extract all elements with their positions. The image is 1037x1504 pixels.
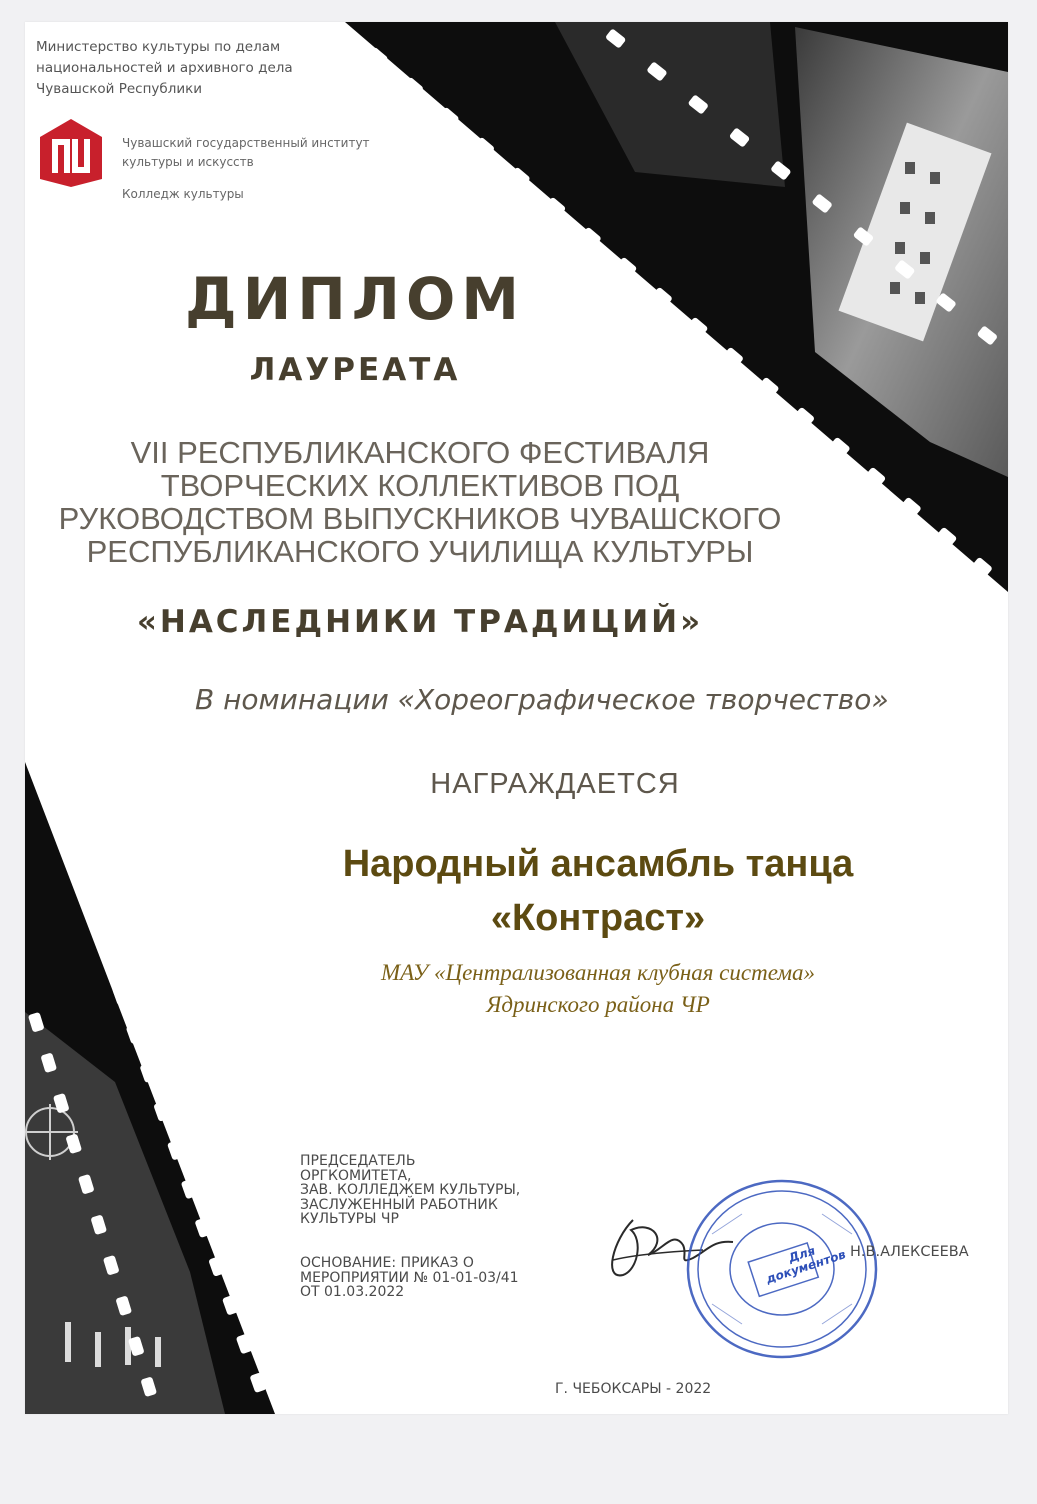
nomination: В номинации «Хореографическое творчество» (195, 683, 889, 716)
institute-logo-icon (38, 117, 104, 189)
organization-line: Ядринского района ЧР (486, 992, 710, 1017)
organization-line: МАУ «Централизованная клубная система» (380, 960, 816, 985)
chair-line: ЗАСЛУЖЕННЫЙ РАБОТНИК (300, 1196, 498, 1213)
chair-line: ОРГКОМИТЕТА, (300, 1167, 412, 1184)
festival-description (25, 436, 815, 568)
institute-line: Чувашский государственный институт (122, 136, 370, 150)
festival-name: «НАСЛЕДНИКИ ТРАДИЦИЙ» (136, 604, 704, 640)
ministry-line: национальностей и архивного дела (36, 60, 293, 76)
signer-name: Н.В.АЛЕКСЕЕВА (850, 1244, 969, 1260)
stamp-label: Для документов (764, 1243, 848, 1287)
festival-line: VII РЕСПУБЛИКАНСКОГО ФЕСТИВАЛЯ (130, 435, 710, 470)
chair-line: ПРЕДСЕДАТЕЛЬ (300, 1153, 416, 1169)
basis-line: ОСНОВАНИЕ: ПРИКАЗ О (300, 1255, 474, 1271)
institute-line: культуры и искусств (122, 155, 254, 169)
city-year: Г. ЧЕБОКСАРЫ - 2022 (555, 1381, 712, 1397)
college-name: Колледж культуры (122, 187, 244, 201)
festival-line: ТВОРЧЕСКИХ КОЛЛЕКТИВОВ ПОД (160, 468, 680, 503)
diploma-sheet (25, 22, 1008, 1414)
festival-line: РЕСПУБЛИКАНСКОГО УЧИЛИЩА КУЛЬТУРЫ (86, 534, 754, 569)
ministry-name (36, 37, 356, 100)
recipient-name (25, 837, 1008, 945)
chair-line: КУЛЬТУРЫ ЧР (300, 1211, 399, 1227)
festival-line: РУКОВОДСТВОМ ВЫПУСКНИКОВ ЧУВАШСКОГО (58, 501, 782, 536)
recipient-organization (25, 957, 1008, 1021)
diploma-subtitle: ЛАУРЕАТА (249, 352, 461, 388)
recipient-line: «Контраст» (490, 897, 706, 939)
ministry-line: Чувашской Республики (36, 81, 203, 97)
order-basis (300, 1256, 600, 1300)
institute-name (122, 134, 402, 172)
ministry-line: Министерство культуры по делам (36, 39, 281, 55)
chair-title (300, 1154, 600, 1227)
recipient-line: Народный ансамбль танца (342, 843, 854, 885)
diploma-title: ДИПЛОМ (185, 265, 525, 333)
basis-line: ОТ 01.03.2022 (300, 1284, 405, 1300)
basis-line: МЕРОПРИЯТИИ № 01-01-03/41 (300, 1269, 519, 1286)
chair-line: ЗАВ. КОЛЛЕДЖЕМ КУЛЬТУРЫ, (300, 1182, 521, 1198)
awarded-label: НАГРАЖДАЕТСЯ (430, 768, 680, 800)
